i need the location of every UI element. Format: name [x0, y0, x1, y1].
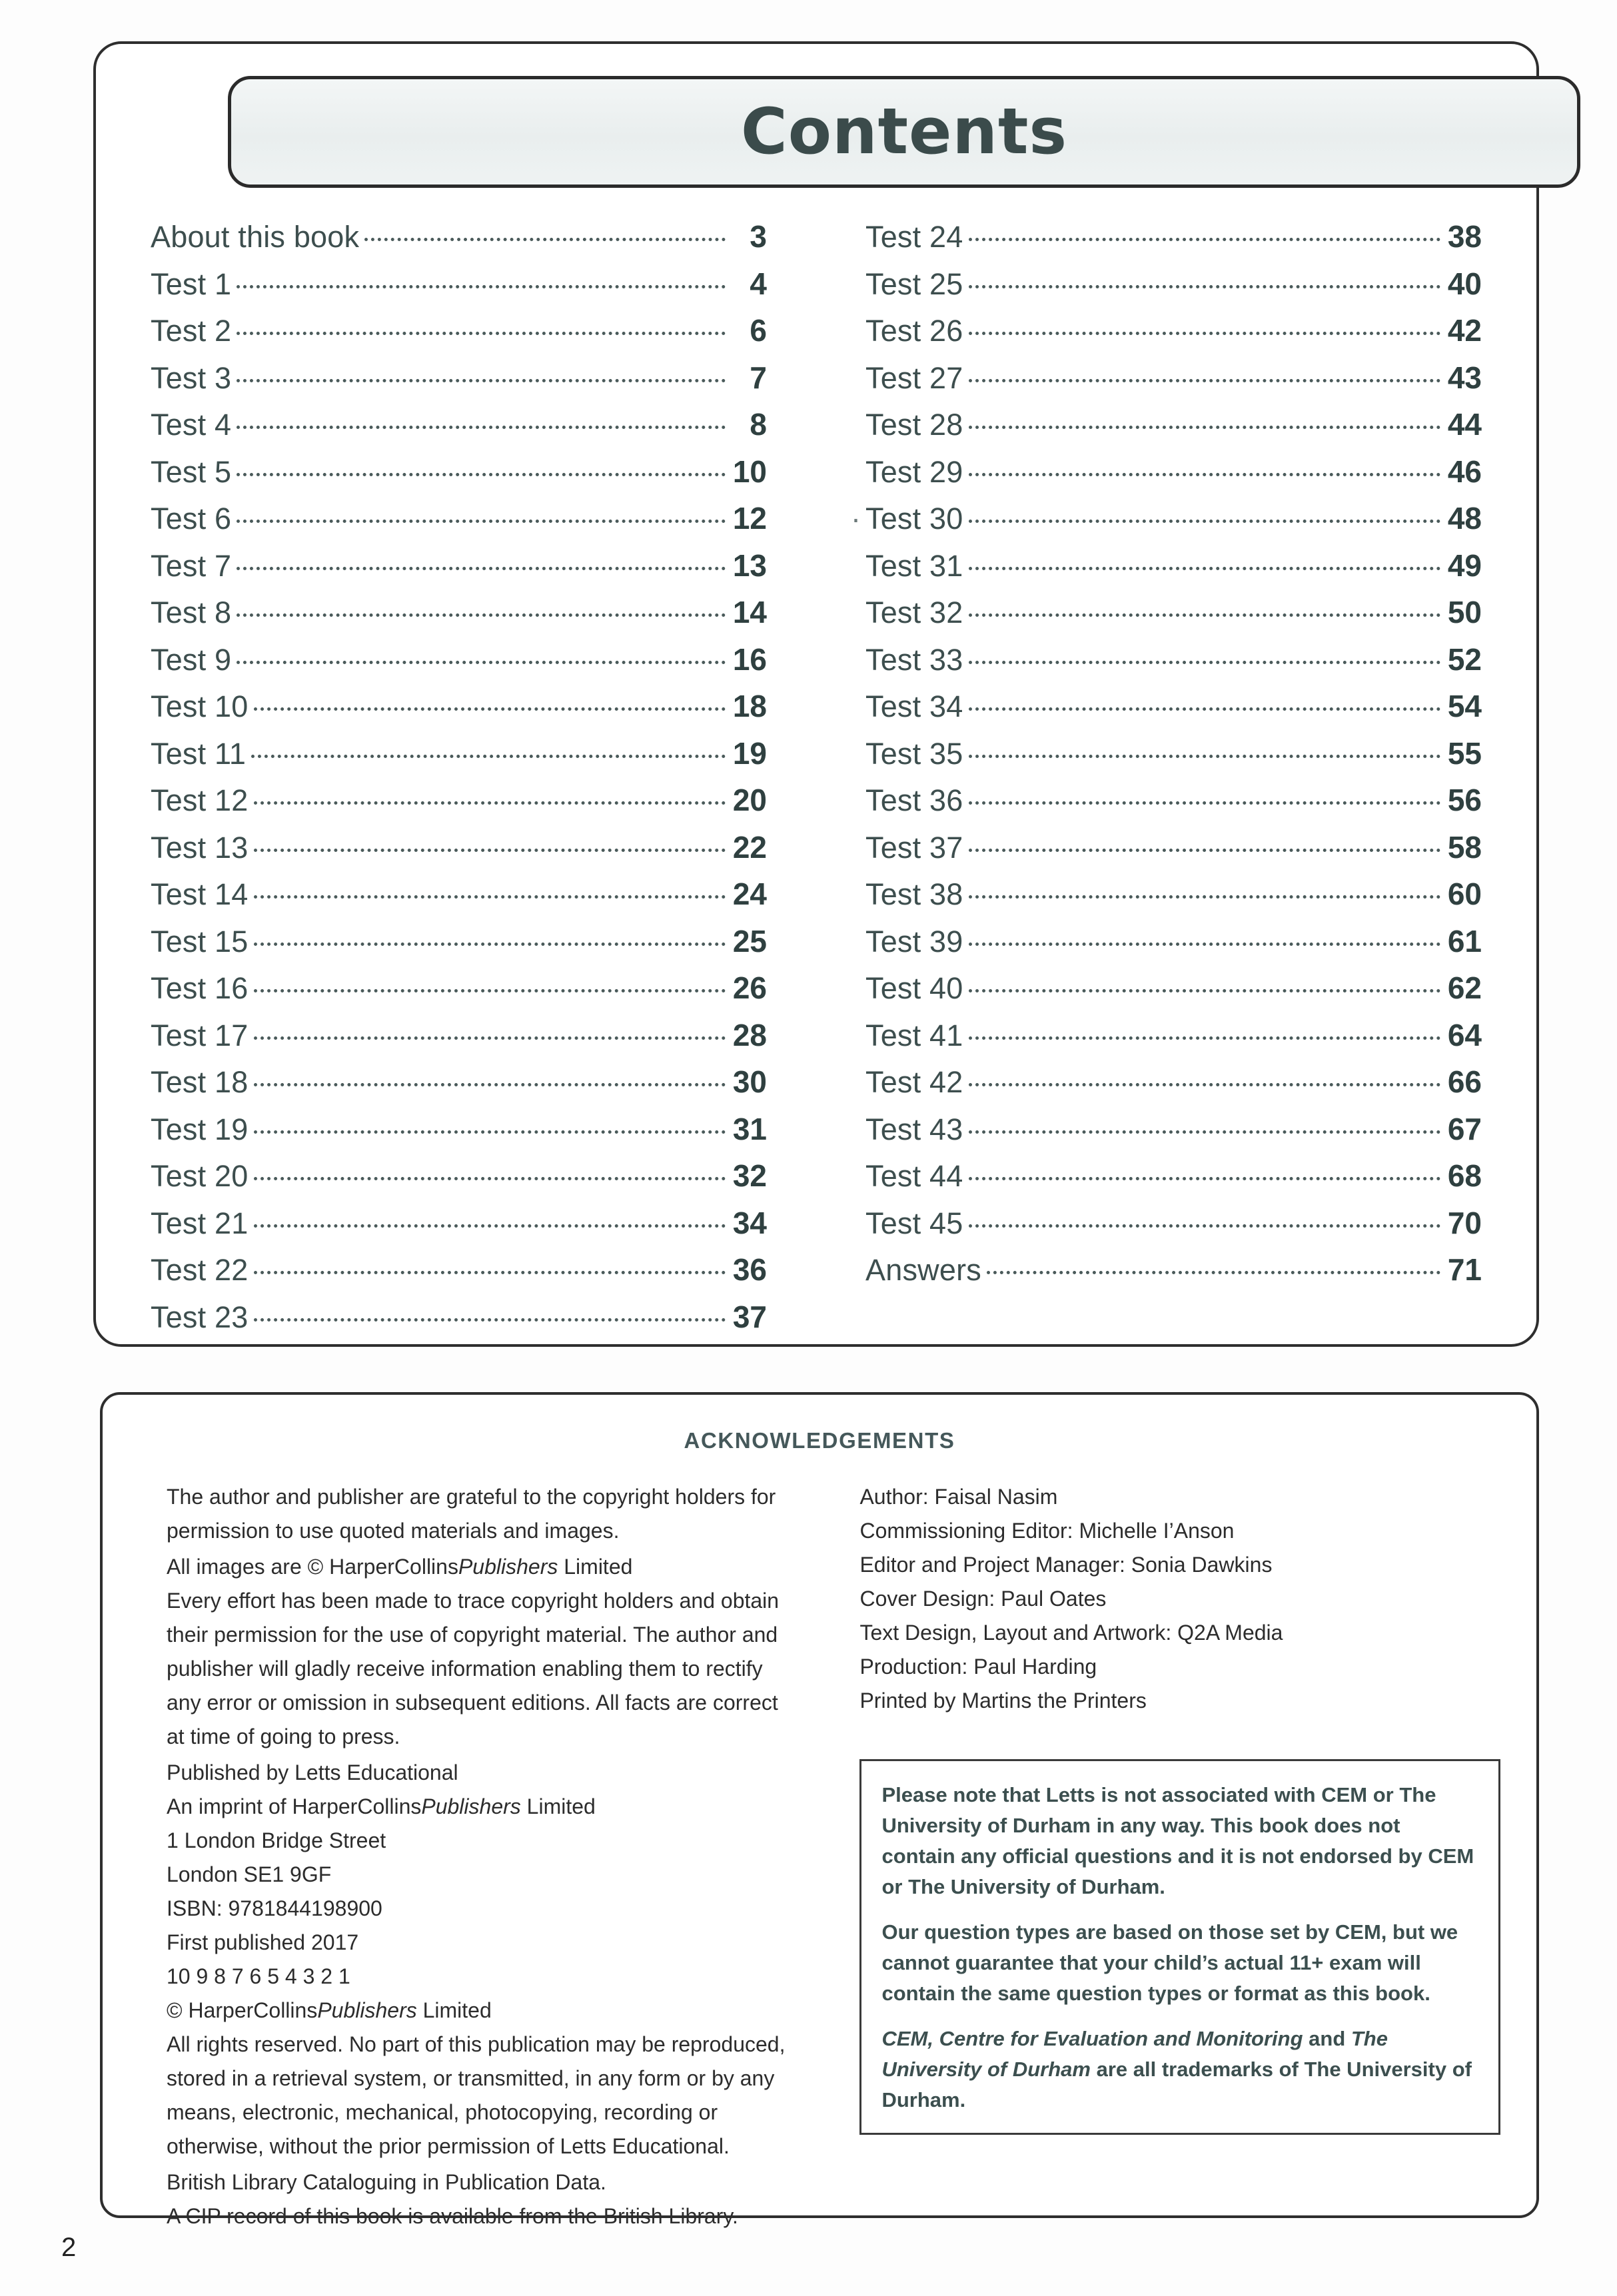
toc-entry-page-number: 61 — [1447, 923, 1482, 958]
toc-entry-label: Test 23 — [151, 1300, 249, 1334]
toc-leader-dots — [254, 943, 726, 946]
credit-line: Cover Design: Paul Oates — [859, 1587, 1107, 1611]
copyright-prefix: © HarperCollins — [167, 1998, 318, 2022]
toc-entry[interactable] — [865, 782, 1482, 829]
toc-entry-label: Test 31 — [865, 548, 963, 583]
toc-entry-label: Test 6 — [151, 502, 232, 536]
toc-leader-dots — [969, 801, 1441, 805]
toc-entry[interactable] — [151, 1064, 767, 1111]
acknowledgements-left-column — [139, 1480, 802, 2233]
toc-leader-dots — [969, 1083, 1441, 1086]
toc-leader-dots — [254, 1224, 726, 1228]
toc-leader-dots — [969, 285, 1441, 288]
toc-leader-dots — [237, 473, 726, 476]
toc-entry[interactable] — [865, 1017, 1482, 1064]
toc-entry-label: Test 45 — [865, 1206, 963, 1240]
images-credit-line — [167, 1550, 785, 1584]
toc-entry[interactable] — [151, 1299, 767, 1346]
toc-entry[interactable] — [151, 454, 767, 501]
toc-leader-dots — [254, 1177, 726, 1180]
toc-entry[interactable] — [151, 1111, 767, 1158]
toc-entry-page-number: 28 — [732, 1017, 767, 1052]
toc-entry[interactable] — [151, 500, 767, 548]
toc-entry-page-number: 7 — [750, 360, 767, 395]
toc-entry-label: Test 26 — [865, 314, 963, 348]
acknowledgements-heading: ACKNOWLEDGEMENTS — [684, 1428, 955, 1453]
trademark-durham: The University of Durham — [881, 2027, 1388, 2081]
toc-entry[interactable] — [151, 218, 767, 266]
toc-entry-label: Test 24 — [865, 220, 963, 254]
trademark-tail: are all trademarks of The University of Durham. — [881, 2058, 1472, 2111]
trace-copyright-paragraph: Every effort has been made to trace copyright holders and obtain their permission for the use of copyright material. The author and publisher will gladly receive information enabling them to rectify any error or omission in subsequent editions. All facts are correct at time of going to press. — [167, 1589, 780, 1748]
toc-entry-page-number: 14 — [732, 595, 767, 629]
toc-leader-dots — [969, 332, 1441, 335]
toc-entry[interactable] — [151, 1017, 767, 1064]
toc-entry-page-number: 70 — [1447, 1205, 1482, 1240]
imprint-publishers: Publishers — [421, 1794, 521, 1818]
page-number: 2 — [61, 2233, 77, 2262]
page-title: Contents — [740, 95, 1068, 169]
toc-entry-label: About this book — [151, 220, 360, 254]
toc-leader-dots — [969, 661, 1441, 664]
toc-entry-label: Test 13 — [151, 830, 249, 865]
copyright-line — [167, 1994, 785, 2028]
toc-entry-page-number: 48 — [1447, 501, 1482, 536]
toc-entry-label: · Test 30 — [865, 502, 963, 536]
toc-entry[interactable] — [865, 876, 1482, 923]
toc-entry-label: Test 1 — [151, 266, 232, 301]
toc-entry-page-number: 31 — [732, 1111, 767, 1146]
toc-entry-label: Test 12 — [151, 783, 249, 817]
toc-entry-label: Test 33 — [865, 642, 963, 677]
toc-entry-label: Test 17 — [151, 1018, 249, 1052]
toc-leader-dots — [237, 613, 726, 617]
toc-leader-dots — [969, 1130, 1441, 1134]
toc-entry-page-number: 20 — [732, 783, 767, 817]
toc-entry[interactable] — [865, 360, 1482, 407]
toc-entry-label: Test 10 — [151, 689, 249, 723]
trademark-conjunction: and — [1303, 2027, 1351, 2050]
toc-entry-page-number: 3 — [750, 219, 767, 254]
toc-leader-dots — [969, 1036, 1441, 1040]
toc-entry-label: Test 20 — [151, 1159, 249, 1193]
toc-entry-label: Test 37 — [865, 830, 963, 865]
toc-entry[interactable] — [865, 829, 1482, 877]
isbn-line: ISBN: 9781844198900 — [167, 1896, 382, 1920]
toc-entry-label: Test 15 — [151, 924, 249, 958]
toc-entry-page-number: 50 — [1447, 595, 1482, 629]
toc-leader-dots — [969, 379, 1441, 382]
toc-entry-page-number: 8 — [750, 407, 767, 442]
contents-panel — [93, 41, 1539, 1347]
toc-entry[interactable] — [865, 1205, 1482, 1252]
toc-leader-dots — [364, 238, 726, 241]
toc-entry[interactable] — [865, 312, 1482, 360]
toc-entry[interactable] — [151, 360, 767, 407]
acknowledgements-right-column — [837, 1480, 1500, 2233]
images-credit-suffix: Limited — [558, 1555, 633, 1579]
toc-entry-page-number: 16 — [732, 641, 767, 677]
credits-list — [859, 1480, 1500, 1718]
toc-entry-page-number: 68 — [1447, 1158, 1482, 1193]
toc-leader-dots — [969, 426, 1441, 429]
toc-leader-dots — [237, 661, 726, 664]
toc-entry[interactable] — [151, 735, 767, 783]
imprint-line — [167, 1790, 785, 1824]
credit-line: Author: Faisal Nasim — [859, 1485, 1058, 1509]
copyright-suffix: Limited — [416, 1998, 492, 2022]
toc-entry[interactable] — [151, 266, 767, 313]
toc-entry-page-number: 4 — [750, 266, 767, 301]
toc-entry[interactable] — [865, 266, 1482, 313]
images-credit-prefix: All images are © HarperCollins — [167, 1555, 458, 1579]
toc-entry-label: Test 11 — [151, 736, 247, 771]
toc-entry-page-number: 55 — [1447, 735, 1482, 771]
credit-line: Commissioning Editor: Michelle I’Anson — [859, 1519, 1235, 1543]
credit-line: Production: Paul Harding — [859, 1655, 1097, 1679]
toc-entry-label: Test 35 — [865, 736, 963, 771]
toc-entry[interactable] — [151, 312, 767, 360]
toc-leader-dots — [254, 1036, 726, 1040]
toc-leader-dots — [237, 520, 726, 523]
address-line-1: 1 London Bridge Street — [167, 1828, 386, 1852]
images-credit-publishers: Publishers — [458, 1555, 558, 1579]
toc-entry-page-number: 40 — [1447, 266, 1482, 301]
toc-column-left — [131, 218, 813, 1345]
toc-entry-page-number: 36 — [732, 1252, 767, 1287]
toc-entry-page-number: 30 — [732, 1064, 767, 1099]
toc-entry-label: Test 7 — [151, 548, 232, 583]
toc-entry[interactable] — [865, 594, 1482, 641]
toc-entry-page-number: 66 — [1447, 1064, 1482, 1099]
toc-column-right — [813, 218, 1502, 1345]
toc-entry-label: Test 16 — [151, 971, 249, 1005]
toc-entry-page-number: 22 — [732, 829, 767, 865]
toc-entry[interactable] — [151, 923, 767, 970]
toc-entry-page-number: 32 — [732, 1158, 767, 1193]
toc-entry-page-number: 64 — [1447, 1017, 1482, 1052]
toc-entry-label: Test 5 — [151, 454, 232, 489]
toc-entry-label: Test 42 — [865, 1065, 963, 1099]
toc-entry-label: Test 40 — [865, 971, 963, 1005]
toc-entry-label: Test 2 — [151, 314, 232, 348]
toc-leader-dots — [237, 379, 726, 382]
toc-entry-page-number: 67 — [1447, 1111, 1482, 1146]
toc-entry[interactable] — [865, 1064, 1482, 1111]
toc-entry-label: Answers — [865, 1253, 981, 1287]
toc-entry[interactable] — [865, 641, 1482, 689]
toc-entry-label: Test 4 — [151, 408, 232, 442]
toc-entry-page-number: 58 — [1447, 829, 1482, 865]
toc-entry[interactable] — [865, 970, 1482, 1017]
toc-leader-dots — [969, 943, 1441, 946]
toc-entry[interactable] — [865, 1111, 1482, 1158]
toc-leader-dots — [237, 332, 726, 335]
toc-entry-page-number: 71 — [1447, 1252, 1482, 1287]
toc-entry-page-number: 56 — [1447, 783, 1482, 817]
toc-leader-dots — [254, 1130, 726, 1134]
toc-entry-page-number: 13 — [732, 548, 767, 583]
address-line-2: London SE1 9GF — [167, 1862, 332, 1886]
imprint-prefix: An imprint of HarperCollins — [167, 1794, 422, 1818]
toc-entry-label: Test 32 — [865, 595, 963, 629]
disclaimer-paragraph-2: Our question types are based on those set by CEM, but we cannot guarantee that your child’s actual 11+ exam will contain the same question types or format as this book. — [881, 1920, 1458, 2005]
toc-entry-label: Test 21 — [151, 1206, 249, 1240]
toc-leader-dots — [254, 1318, 726, 1322]
credit-line: Printed by Martins the Printers — [859, 1689, 1147, 1713]
toc-leader-dots — [254, 989, 726, 992]
toc-leader-dots — [969, 567, 1441, 570]
toc-entry-page-number: 12 — [732, 501, 767, 536]
disclaimer-paragraph-3 — [881, 2024, 1478, 2115]
toc-leader-dots — [251, 755, 726, 758]
toc-entry-page-number: 26 — [732, 970, 767, 1005]
toc-entry[interactable] — [865, 1252, 1482, 1299]
toc-entry[interactable] — [151, 829, 767, 877]
toc-leader-dots — [969, 238, 1441, 241]
toc-leader-dots — [237, 285, 726, 288]
credit-line: Editor and Project Manager: Sonia Dawkins — [859, 1553, 1273, 1577]
toc-entry-label: Test 29 — [865, 454, 963, 489]
toc-leader-dots — [254, 801, 726, 805]
toc-entry-label: Test 25 — [865, 266, 963, 301]
toc-entry-page-number: 34 — [732, 1205, 767, 1240]
toc-leader-dots — [969, 707, 1441, 711]
toc-entry-label: Test 41 — [865, 1018, 963, 1052]
toc-leader-dots — [969, 895, 1441, 899]
toc-entry-label: Test 18 — [151, 1065, 249, 1099]
toc-entry-page-number: 42 — [1447, 313, 1482, 348]
toc-entry-page-number: 37 — [732, 1299, 767, 1334]
toc-entry-label: Test 22 — [151, 1253, 249, 1287]
toc-entry-page-number: 6 — [750, 313, 767, 348]
toc-entry-page-number: 46 — [1447, 454, 1482, 489]
toc-entry-page-number: 10 — [732, 454, 767, 489]
toc-entry[interactable] — [865, 548, 1482, 595]
toc-entry[interactable] — [151, 641, 767, 689]
toc-entry-label: Test 9 — [151, 642, 232, 677]
cip-record-line: A CIP record of this book is available from the British Library. — [167, 2204, 738, 2228]
toc-entry[interactable] — [151, 594, 767, 641]
toc-entry[interactable] — [151, 406, 767, 454]
toc-leader-dots — [254, 1083, 726, 1086]
toc-entry[interactable] — [151, 688, 767, 735]
toc-entry[interactable] — [151, 548, 767, 595]
toc-entry-page-number: 52 — [1447, 641, 1482, 677]
toc-entry-label: Test 19 — [151, 1112, 249, 1146]
toc-entry-page-number: 49 — [1447, 548, 1482, 583]
toc-leader-dots — [969, 1224, 1441, 1228]
toc-entry-label: Test 27 — [865, 360, 963, 395]
toc-entry-page-number: 38 — [1447, 219, 1482, 254]
toc-entry[interactable] — [151, 970, 767, 1017]
toc-entry-label: Test 36 — [865, 783, 963, 817]
toc-entry[interactable] — [151, 1252, 767, 1299]
toc-leader-dots — [254, 707, 726, 711]
toc-entry-page-number: 44 — [1447, 407, 1482, 442]
toc-leader-dots — [969, 520, 1441, 523]
toc-leader-dots — [969, 473, 1441, 476]
rights-reserved-paragraph: All rights reserved. No part of this publication may be reproduced, stored in a retrieval system, or transmitted, in any form or by any means, electronic, mechanical, photocopying, recording or otherwise, without the prior permission of Letts Educational. — [167, 2032, 786, 2158]
toc-entry-label: Test 14 — [151, 877, 249, 911]
toc-entry-page-number: 24 — [732, 877, 767, 911]
toc-entry-page-number: 18 — [732, 689, 767, 723]
toc-leader-dots — [254, 849, 726, 852]
toc-entry[interactable] — [865, 735, 1482, 783]
cataloguing-line: British Library Cataloguing in Publication Data. — [167, 2170, 606, 2194]
toc-entry[interactable] — [865, 218, 1482, 266]
toc-entry-label: Test 39 — [865, 924, 963, 958]
published-by-line: Published by Letts Educational — [167, 1760, 458, 1784]
toc-entry[interactable] — [151, 876, 767, 923]
toc-leader-dots — [237, 567, 726, 570]
trademark-cem: CEM, Centre for Evaluation and Monitoring — [881, 2027, 1303, 2050]
toc-entry-label: Test 8 — [151, 595, 232, 629]
toc-leader-dots — [237, 426, 726, 429]
first-published-line: First published 2017 — [167, 1930, 359, 1954]
contents-title-box — [228, 76, 1580, 188]
toc-entry[interactable] — [151, 1158, 767, 1205]
toc-entry-page-number: 62 — [1447, 970, 1482, 1005]
toc-entry-page-number: 25 — [732, 923, 767, 958]
toc-entry[interactable] — [865, 500, 1482, 548]
toc-leader-dots — [254, 895, 726, 899]
toc-entry-label: Test 3 — [151, 360, 232, 395]
acknowledgements-columns — [139, 1480, 1500, 2233]
toc-entry-label: Test 44 — [865, 1159, 963, 1193]
toc-entry[interactable] — [151, 782, 767, 829]
copyright-permission-paragraph: The author and publisher are grateful to the copyright holders for permission to use quoted materials and images. — [167, 1485, 776, 1543]
toc-entry-label: Test 43 — [865, 1112, 963, 1146]
copyright-publishers: Publishers — [317, 1998, 417, 2022]
toc-leader-dots — [969, 849, 1441, 852]
toc-leader-dots — [987, 1271, 1440, 1274]
print-run-line: 10 9 8 7 6 5 4 3 2 1 — [167, 1964, 350, 1988]
toc-entry[interactable] — [865, 406, 1482, 454]
toc-entry[interactable] — [865, 454, 1482, 501]
toc-entry[interactable] — [865, 1158, 1482, 1205]
toc-entry-page-number: 19 — [732, 735, 767, 771]
toc-columns — [96, 218, 1536, 1345]
disclaimer-paragraph-1: Please note that Letts is not associated with CEM or The University of Durham in any way. This book does not contain any official questions and it is not endorsed by CEM or The University of Durham. — [881, 1783, 1474, 1898]
toc-entry-page-number: 60 — [1447, 877, 1482, 911]
credit-line: Text Design, Layout and Artwork: Q2A Media — [859, 1621, 1283, 1645]
toc-leader-dots — [969, 989, 1441, 992]
cem-disclaimer-box — [859, 1759, 1500, 2135]
toc-entry[interactable] — [865, 688, 1482, 735]
toc-entry[interactable] — [151, 1205, 767, 1252]
toc-entry-label: Test 28 — [865, 408, 963, 442]
toc-leader-dots — [254, 1271, 726, 1274]
toc-entry-label: Test 38 — [865, 877, 963, 911]
toc-entry-label: Test 34 — [865, 689, 963, 723]
toc-entry-page-number: 54 — [1447, 689, 1482, 723]
toc-leader-dots — [969, 1177, 1441, 1180]
toc-leader-dots — [969, 613, 1441, 617]
toc-leader-dots — [969, 755, 1441, 758]
toc-entry[interactable] — [865, 923, 1482, 970]
imprint-suffix: Limited — [520, 1794, 596, 1818]
toc-entry-page-number: 43 — [1447, 360, 1482, 395]
acknowledgements-panel — [100, 1392, 1539, 2228]
